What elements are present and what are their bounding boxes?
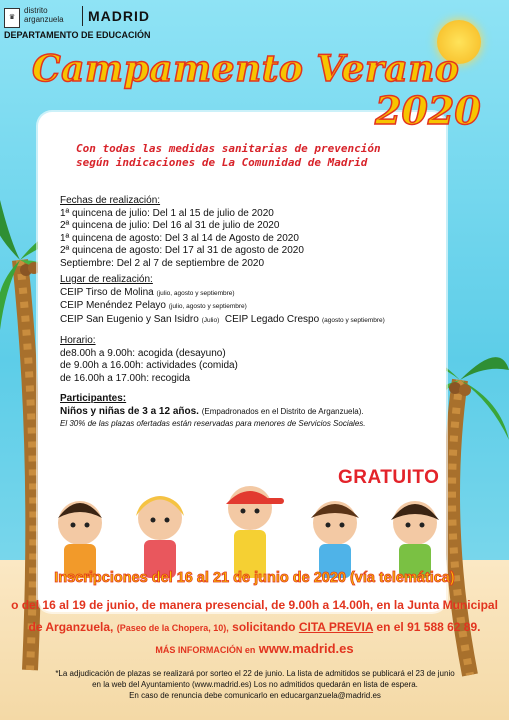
date-item: 2ª quincena de agosto: Del 17 al 31 de agosto de 2020 (60, 245, 304, 256)
schedule-item: de 9.00h a 16.00h: actividades (comida) (60, 360, 238, 371)
participants-main: Niños y niñas de 3 a 12 años. (60, 405, 199, 417)
registration-headline: Inscripciones del 16 al 21 de junio de 2020 (vía telemática) (54, 570, 455, 586)
date-item: 1ª quincena de agosto: Del 3 al 14 de Agosto de 2020 (60, 232, 299, 244)
date-item: Septiembre: Del 2 al 7 de septiembre de 2020 (60, 257, 265, 269)
dates-heading: Fechas de realización: (60, 195, 161, 206)
schedule-item: de8.00h a 9.00h: acogida (desayuno) (60, 347, 226, 359)
participants-heading: Participantes: (60, 393, 127, 404)
participants-note: (Empadronados en el Distrito de Arganzuela). (201, 406, 364, 416)
subtitle-line-1: Con todas las medidas sanitarias de prevención (76, 142, 381, 155)
logo-distrito: distrito (24, 6, 48, 15)
page-title: Campamento Verano (32, 48, 460, 90)
logo-arganzuela: arganzuela (24, 15, 64, 24)
footer-line-3: En caso de renuncia debe comunicarlo en educarganzuela@madrid.es (129, 691, 381, 700)
madrid-logo (4, 4, 204, 38)
place-item: CEIP Menéndez Pelayo (julio, agosto y septiembre) (60, 300, 247, 311)
free-badge: GRATUITO (338, 467, 440, 488)
cita-previa-link[interactable]: CITA PREVIA (298, 620, 374, 634)
footer-line-2: en la web del Ayuntamiento (www.madrid.es) Los no admitidos quedarán en lista de espera. (92, 680, 418, 689)
coat-of-arms-icon: ♛ (4, 8, 20, 28)
date-item: 1ª quincena de julio: Del 1 al 15 de julio de 2020 (60, 207, 274, 219)
place-item: CEIP Tirso de Molina (julio, agosto y septiembre) (60, 286, 235, 298)
title-year: 2020 (375, 88, 481, 133)
madrid-website-link[interactable]: www.madrid.es (258, 641, 354, 656)
logo-madrid: MADRID (88, 8, 150, 24)
place-item: CEIP San Eugenio y San Isidro (Julio) CEIP Legado Crespo (agosto y septiembre) (60, 313, 385, 325)
details-section (60, 193, 385, 431)
registration-line-3: de Arganzuela, (Paseo de la Chopera, 10), solicitando CITA PREVIA en el 91 588 62 89. (28, 620, 481, 634)
children-illustration (40, 478, 460, 578)
date-item: 2ª quincena de julio: Del 16 al 31 de julio de 2020 (60, 220, 280, 231)
registration-line-2: o del 16 al 19 de junio, de manera presencial, de 9.00h a 14.00h, en la Junta Municipal (11, 598, 498, 612)
footer-line-1: *La adjudicación de plazas se realizará por sorteo el 22 de junio. La lista de admitidos se publicará el 23 de junio (55, 669, 455, 678)
footer-notes (20, 668, 490, 701)
subtitle-line-2: según indicaciones de La Comunidad de Madrid (76, 156, 368, 169)
department-label: DEPARTAMENTO DE EDUCACIÓN (4, 30, 151, 40)
places-heading: Lugar de realización: (60, 274, 153, 285)
schedule-heading: Horario: (60, 335, 96, 346)
participants-reserved: El 30% de las plazas ofertadas están reservadas para menores de Servicios Sociales. (60, 419, 366, 428)
subtitle (76, 142, 406, 170)
schedule-item: de 16.00h a 17.00h: recogida (60, 372, 191, 384)
more-info-line: MÁS INFORMACIÓN en www.madrid.es (155, 641, 354, 656)
